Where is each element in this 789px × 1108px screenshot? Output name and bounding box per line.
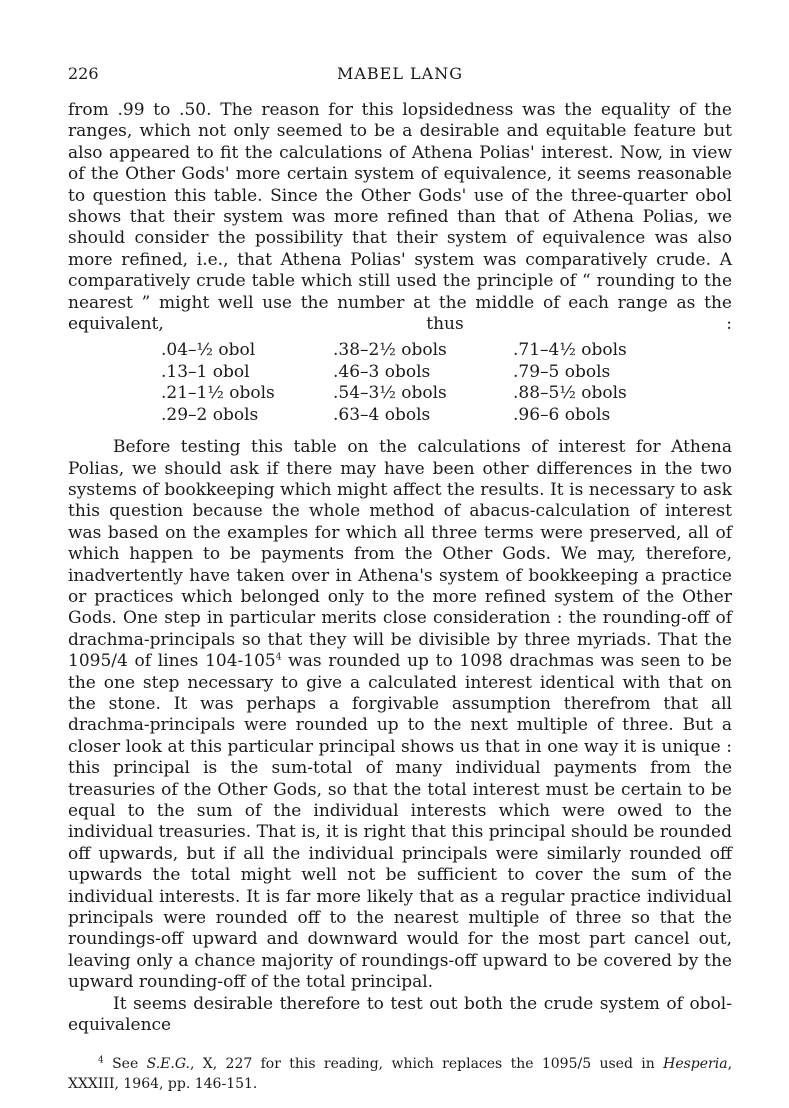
table-entry: .29–2 obols (161, 404, 259, 425)
paragraph-1: from .99 to .50. The reason for this lopsidedness was the equality of the ranges, which not only seemed to be a desirable and equitable feature but also appeared to fit the calculations of Athena Polias' interest. Now, in view of the Other Gods' more certain system of equivalence, it seems reasonable to question this table. Since the Other Gods' use of the three-quarter obol shows that their system was more refined than that of Athena Polias, we should consider the possibility that their system of equivalence was also more refined, i.e., that Athena Polias' system was comparatively crude. A comparatively crude table which still used the principle of “ rounding to the nearest ” might well use the number at the middle of each range as the equivalent, thus : (68, 100, 732, 335)
paragraph-2 (68, 437, 732, 994)
table-column-1 (161, 340, 333, 426)
table-entry: .63–4 obols (333, 404, 431, 425)
table-entry: .71–4½ obols (513, 340, 627, 361)
table-column-2 (333, 340, 513, 426)
table-entry: .96–6 obols (513, 404, 611, 425)
running-head: MABEL LANG (336, 64, 464, 83)
obol-equivalence-table (161, 340, 732, 426)
table-entry: .04–½ obol (161, 340, 256, 361)
table-entry: .38–2½ obols (333, 340, 447, 361)
page-header (68, 56, 732, 83)
table-entry: .13–1 obol (161, 361, 250, 382)
footnote: $^4$ See S.E.G., X, 227 for this reading, which replaces the 1095/5 used in Hesperia, XXXIII, 1964, pp. 146-151. (68, 1055, 733, 1093)
table-entry: .88–5½ obols (513, 383, 627, 404)
table-entry: .21–1½ obols (161, 383, 275, 404)
paragraph-2-continuation: was rounded up to 1098 drachmas was seen to be the one step necessary to give a calculated interest identical with that on the stone. It was perhaps a forgivable assumption therefrom that all drachma-principals were rounded up to the next multiple of three. But a closer look at this particular principal shows us that in one way it is unique : this principal is the sum-total of many individual payments from the treasuries of the Other Gods, so that the total interest must be certain to be equal to the sum of the individual interests which were owed to the individual treasuries. That is, it is right that this principal should be rounded off upwards, but if all the individual principals were similarly rounded off upwards the total might well not be sufficient to cover the sum of the individual interests. It is far more likely that as a regular practice individual principals were rounded off to the nearest multiple of three so that the roundings-off upward and downward would for the most part cancel out, leaving only a chance majority of roundings-off upward to be covered by the upward rounding-off of the total principal. (68, 651, 732, 993)
table-entry: .54–3½ obols (333, 383, 447, 404)
table-column-3 (513, 340, 693, 426)
paragraph-2-text: Before testing this table on the calculations of interest for Athena Polias, we should ask if there may have been other differences in the two systems of bookkeeping which might affect the results. It is necessary to ask this question because the whole method of abacus-calculation of interest was based on the examples for which all three terms were preserved, all of which happen to be payments from the Other Gods. We may, therefore, inadvertently have taken over in Athena's system of bookkeeping a practice or practices which belonged only to the more refined system of the Other Gods. One step in particular merits close consideration : the rounding-off of drachma-principals so that they will be divisible by three myriads. That the 1095/4 of lines 104-105 (68, 437, 732, 672)
footnote-reference: 4 (275, 652, 282, 663)
table-entry: .46–3 obols (333, 361, 431, 382)
page (68, 56, 732, 1108)
citation-seg: S.E.G. (146, 1056, 190, 1073)
footnote-number: 4 (98, 1055, 104, 1066)
paragraph-3: It seems desirable therefore to test out both the crude system of obol-equivalence (68, 993, 732, 1036)
page-number: 226 (68, 64, 99, 83)
citation-hesperia: Hesperia (663, 1056, 728, 1073)
table-entry: .79–5 obols (513, 361, 611, 382)
